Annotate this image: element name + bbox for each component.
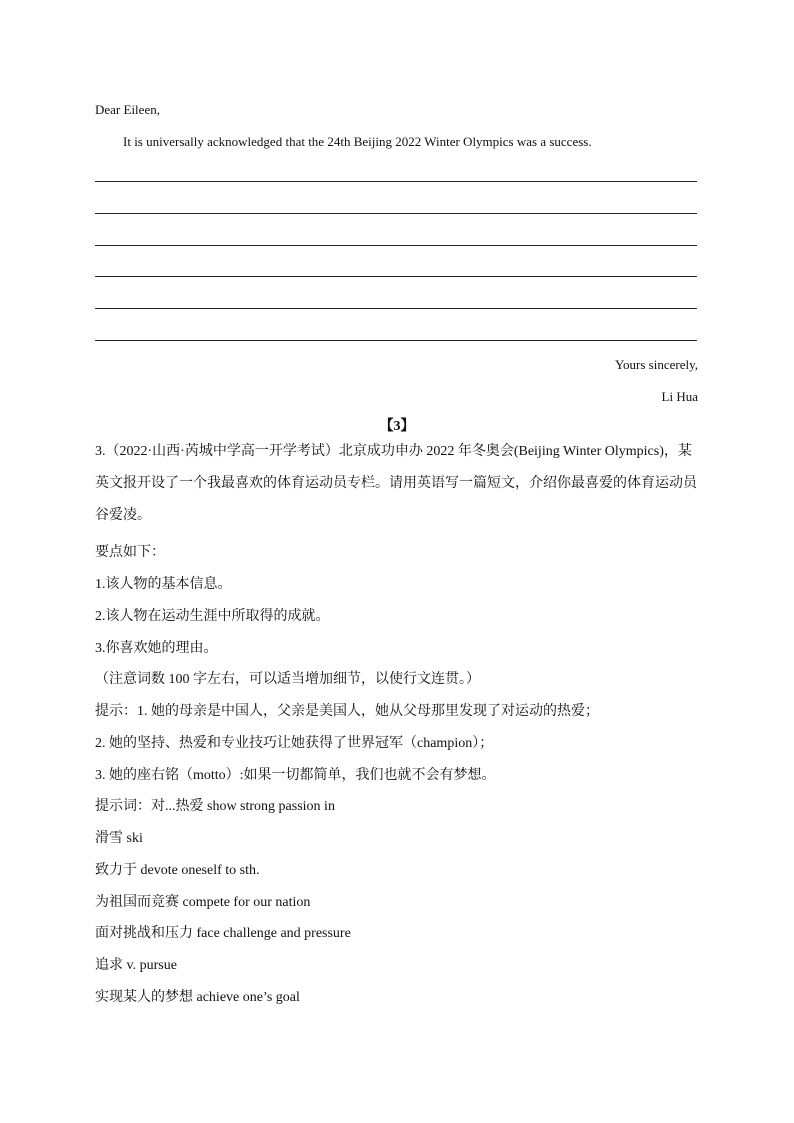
vocab-item: 为祖国而竞赛 compete for our nation [95, 895, 311, 910]
letter-greeting: Dear Eileen, [95, 102, 160, 117]
writing-line [95, 308, 697, 309]
vocab-item: 致力于 devote oneself to sth. [95, 863, 260, 878]
point-item: 1.该人物的基本信息。 [95, 577, 232, 592]
writing-line [95, 213, 697, 214]
letter-opening: It is universally acknowledged that the 24th Beijing 2022 Winter Olympics was a success. [123, 134, 592, 149]
writing-line [95, 340, 697, 341]
section-marker: 【3】 [379, 419, 415, 434]
vocab-item: 实现某人的梦想 achieve one’s goal [95, 990, 300, 1005]
hint-item: 提示：1. 她的母亲是中国人，父亲是美国人，她从父母那里发现了对运动的热爱； [95, 704, 599, 719]
word-count-note: （注意词数 100 字左右，可以适当增加细节，以使行文连贯。） [95, 672, 480, 687]
question-text: 3.（2022·山西·芮城中学高一开学考试）北京成功申办 2022 年冬奥会(Beijing Winter Olympics)，某英文报开设了一个我最喜欢的体育运动员专栏。请用英语写一篇短文，介绍你最喜爱的体育运动员谷爱凌。 [95, 444, 697, 523]
writing-line [95, 276, 697, 277]
vocab-item: 面对挑战和压力 face challenge and pressure [95, 926, 351, 941]
vocab-item: 提示词：对...热爱 show strong passion in [95, 799, 335, 814]
hint-item: 3. 她的座右铭（motto）:如果一切都简单，我们也就不会有梦想。 [95, 768, 496, 783]
vocab-item: 追求 v. pursue [95, 958, 177, 973]
points-heading: 要点如下： [95, 545, 165, 560]
writing-line [95, 181, 697, 182]
writing-line [95, 245, 697, 246]
hint-item: 2. 她的坚持、热爱和专业技巧让她获得了世界冠军（champion）； [95, 736, 494, 751]
point-item: 3.你喜欢她的理由。 [95, 641, 218, 656]
vocab-item: 滑雪 ski [95, 831, 143, 846]
point-item: 2.该人物在运动生涯中所取得的成就。 [95, 609, 330, 624]
letter-signature: Li Hua [661, 389, 698, 404]
letter-closing: Yours sincerely, [614, 357, 698, 372]
